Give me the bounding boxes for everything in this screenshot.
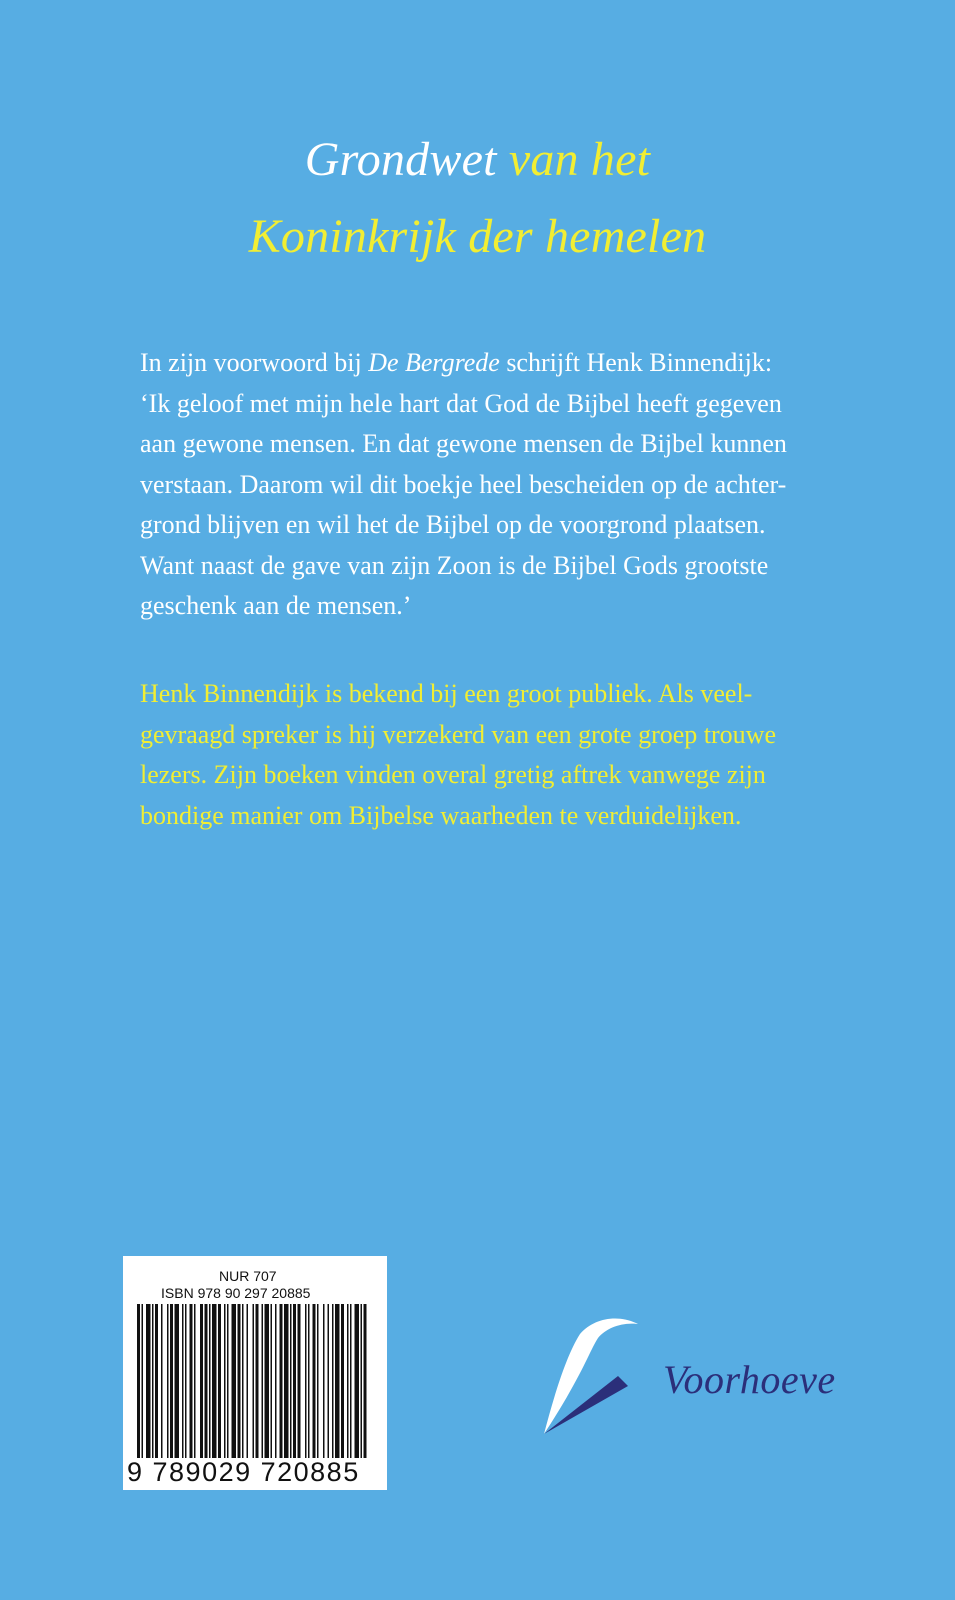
barcode-bar xyxy=(152,1304,154,1460)
barcode-bar xyxy=(305,1304,307,1460)
publisher-name: Voorhoeve xyxy=(663,1357,836,1402)
barcode-bar xyxy=(265,1304,270,1460)
barcode-bar xyxy=(238,1304,241,1460)
barcode-bar xyxy=(308,1304,310,1460)
barcode-bar xyxy=(137,1304,140,1460)
intro-line: geschenk aan de mensen.’ xyxy=(140,591,412,620)
intro-line-1-end: schrijft Henk Binnendijk: xyxy=(499,348,773,377)
barcode-bar xyxy=(256,1304,259,1460)
barcode-bar xyxy=(361,1304,363,1460)
barcode-bar xyxy=(194,1304,196,1460)
barcode-bar xyxy=(253,1304,255,1460)
barcode-bar xyxy=(182,1304,184,1460)
barcode-bar xyxy=(280,1304,283,1460)
barcode-bar xyxy=(227,1304,229,1460)
barcode-bar xyxy=(190,1304,193,1460)
barcode-bar xyxy=(293,1304,296,1460)
title-line-2: Koninkrijk der hemelen xyxy=(248,210,707,263)
barcode-bar xyxy=(155,1304,158,1460)
barcode-bar xyxy=(275,1304,277,1460)
barcode-bar xyxy=(224,1304,226,1460)
barcode-bar xyxy=(170,1304,173,1460)
author-line: Henk Binnendijk is bekend bij een groot publiek. Als veel- xyxy=(140,679,753,708)
barcode-bar xyxy=(232,1304,237,1460)
intro-line-1 xyxy=(140,343,840,384)
voorhoeve-logo-icon xyxy=(532,1316,647,1436)
book-title-reference: De Bergrede xyxy=(368,348,500,377)
author-line: bondige manier om Bijbelse waarheden te verduidelijken. xyxy=(140,800,742,830)
barcode-bar xyxy=(205,1304,208,1460)
barcode-number: 9 789029 720885 xyxy=(127,1458,383,1486)
barcode-bar xyxy=(142,1304,144,1460)
barcode-bar xyxy=(341,1304,344,1460)
barcode-bar xyxy=(167,1304,169,1460)
title-line-1 xyxy=(0,131,955,189)
barcode-label xyxy=(123,1256,387,1490)
intro-line: verstaan. Daarom wil dit boekje heel bescheiden op de achter- xyxy=(140,469,787,499)
barcode-bar xyxy=(209,1304,211,1460)
intro-paragraph xyxy=(140,343,840,627)
barcode-bar xyxy=(355,1304,360,1460)
barcode-bar xyxy=(313,1304,316,1460)
barcode-bar xyxy=(347,1304,349,1460)
barcode-bar xyxy=(212,1304,217,1460)
nur-code: NUR 707 xyxy=(219,1268,277,1284)
author-paragraph xyxy=(140,674,840,836)
barcode-bar xyxy=(185,1304,187,1460)
barcode-bar xyxy=(364,1304,367,1460)
barcode-bar xyxy=(200,1304,203,1460)
barcode-bar xyxy=(146,1304,151,1460)
title-words-van-het: van het xyxy=(508,133,651,186)
intro-line: grond blijven en wil het de Bijbel op de voorgrond plaatsen. xyxy=(140,510,766,539)
barcode-bar xyxy=(290,1304,292,1460)
barcode-bar xyxy=(317,1304,319,1460)
barcode-bar xyxy=(161,1304,163,1460)
barcode-bar xyxy=(175,1304,180,1460)
title-word-grondwet: Grondwet xyxy=(304,133,497,186)
author-line: gevraagd spreker is hij verzekerd van een grote groep trouwe xyxy=(140,719,776,749)
intro-line: aan gewone mensen. En dat gewone mensen de Bijbel kunnen xyxy=(140,429,787,458)
intro-line-1-start: In zijn voorwoord bij xyxy=(140,348,369,377)
barcode-bar xyxy=(271,1304,273,1460)
barcode-bar xyxy=(350,1304,352,1460)
barcode-bar xyxy=(332,1304,334,1460)
barcode-bar xyxy=(335,1304,340,1460)
barcode-bar xyxy=(242,1304,244,1460)
barcode-bar xyxy=(262,1304,264,1460)
intro-line: ‘Ik geloof met mijn hele hart dat God de Bijbel heeft gegeven xyxy=(140,388,782,418)
barcode-bar xyxy=(284,1304,289,1460)
barcode-bar xyxy=(298,1304,301,1460)
barcode-bar xyxy=(323,1304,325,1460)
isbn-code: ISBN 978 90 297 20885 xyxy=(161,1285,311,1301)
barcode-bar xyxy=(247,1304,249,1460)
intro-line: Want naast de gave van zijn Zoon is de Bijbel Gods grootste xyxy=(140,550,769,580)
barcode-bars xyxy=(137,1304,373,1460)
barcode-bar xyxy=(328,1304,330,1460)
author-line: lezers. Zijn boeken vinden overal gretig aftrek vanwege zijn xyxy=(140,760,766,789)
barcode-bar xyxy=(218,1304,221,1460)
